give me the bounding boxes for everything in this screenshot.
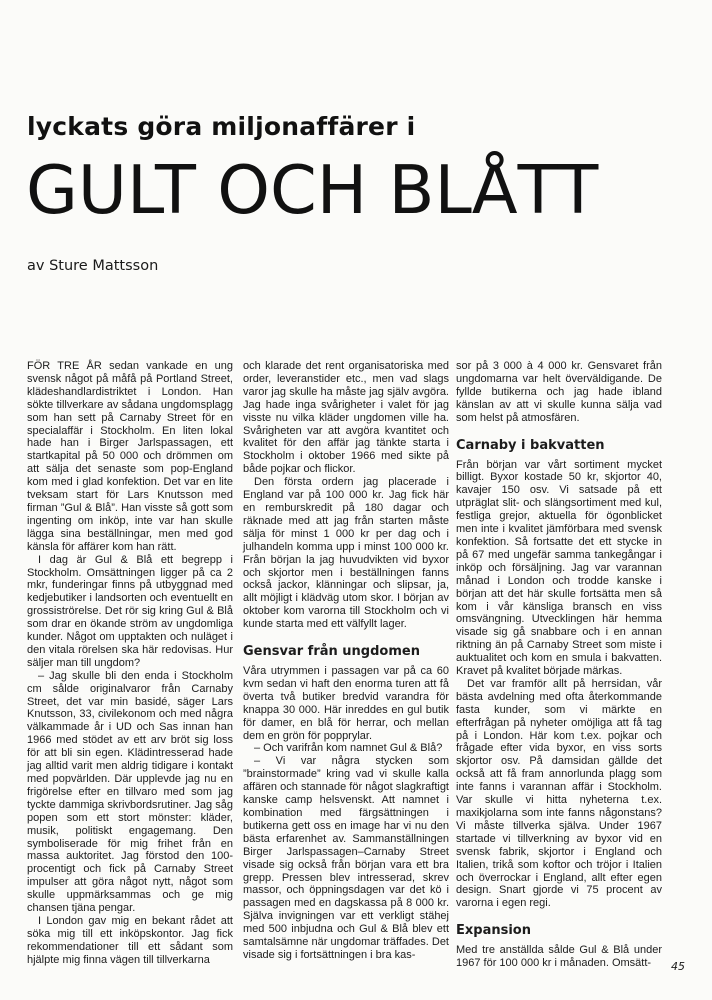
subheading-gensvar: Gensvar från ungdomen	[243, 644, 420, 660]
paragraph: – Vi var några stycken som ”brainstormade” kring vad vi skulle kalla affären och stannade för något slagkraftigt kanske camp helsvenskt. Att namnet i kombination med färgsättningen i butikerna gett oss en image har vi nu den bästa erfarenhet av. Sammanställningen Birger Jarlspassagen–Carnaby Street visade sig också från början vara ett bra grepp. Pressen blev intresserad, skrev massor, och öppningsdagen var det kö i passagen med en dagskassa på 8 000 kr. Själva invigningen var ett verkligt stähej med 500 inbjudna och Gul & Blå blev ett samtalsämne när ungdomar träffades. Det visade sig i fortsättningen i bra kas-	[243, 755, 449, 961]
paragraph: – Och varifrån kom namnet Gul & Blå?	[254, 742, 443, 755]
article-byline: av Sture Mattsson	[27, 258, 159, 274]
paragraph: och klarade det rent organisatoriska med order, leveranstider etc., men vad slags varor jag skulle ha måste jag själv avgöra. Jag hade inga svårigheter i valet för jag visste nu vilka kläder ungdomen ville ha. Svårigheten var att avgöra kvantitet och kvalitet för den affär jag tänkte starta i Stockholm i oktober 1966 med sikte på både pojkar och flickor.	[243, 360, 449, 476]
subheading-expansion: Expansion	[456, 923, 531, 939]
paragraph: Den första ordern jag placerade i England var på 100 000 kr. Jag fick här en remburskredit på 180 dagar och räknade med att jag från starten måste sälja för minst 1 000 kr per dag och i julhandeln komma upp i minst 100 000 kr. Från början la jag huvudvikten vid byxor och skjortor men i beställningen fanns också jackor, klänningar och slipsar, ja, allt möjligt i klädväg utom skor. I början av oktober kom varorna till Stockholm och vi kunde starta med ett välfyllt lager.	[243, 476, 449, 631]
page-number: 45	[671, 960, 685, 973]
article-column-2	[243, 360, 449, 962]
article-column-1	[27, 360, 233, 967]
article-column-3	[456, 360, 662, 970]
subheading-carnaby: Carnaby i bakvatten	[456, 437, 605, 453]
article-headline: GULT OCH BLÅTT	[26, 151, 599, 229]
paragraph: Våra utrymmen i passagen var på ca 60 kvm sedan vi haft den enorma turen att få överta två butiker bredvid varandra för knappa 30 000. Här inreddes en gul butik för damer, en blå för herrar, och mellan dem en grön för popprylar.	[243, 665, 449, 742]
paragraph: FÖR TRE ÅR sedan vankade en ung svensk något på måfå på Portland Street, klädeshandlardistriktet i London. Han sökte tillverkare av sådana ungdomsplagg som han sett på Carnaby Street för en specialaffär i Stockholm. En liten lokal hade han i Birger Jarlspassagen, ett startkapital på 50 000 och drömmen om att sälja det senaste som pop-England kom med i glad konfektion. Det var en lite tveksam start för Lars Knutsson med firman ”Gul & Blå”. Han visste så gott som ingenting om inköp, inte var han skulle lägga sina beställningar, men med god känsla för affärer kom han rätt.	[27, 360, 233, 553]
paragraph: – Jag skulle bli den enda i Stockholm cm sålde originalvaror från Carnaby Street, det var min basidé, säger Lars Knutsson, 33, civilekonom och med några välkammade år i UD och Sas innan han 1966 med stödet av ett arv bröt sig loss för att bli sin egen. Klädintresserad hade jag alltid varit men aldrig tidigare i kontakt med popvärlden. Där upplevde jag nu en frigörelse efter en tillvaro med som jag tyckte dammiga skrivbordsrutiner. Jag såg popen som ett stort mönster: kläder, musik, politiskt engagemang. Den symboliserade för mig frihet från en massa auktoritet. Jag förstod den 100-procentigt och fick på Carnaby Street impulser att göra något nytt, något som skulle uppmärksammas och ge mig chansen tjäna pengar.	[27, 669, 233, 915]
paragraph: Det var framför allt på herrsidan, vår bästa avdelning med ofta återkommande fasta kunder, som vi märkte en efterfrågan på nyheter omöjliga att få tag på i London. Här kom t.ex. pojkar och frågade efter vida byxor, en viss sorts skjortor osv. På damsidan gällde det också att få fram annorlunda plagg som inte fanns i varannan affär i Stockholm. Var skulle vi hitta nyheterna t.ex. maxikjolarna som inte fanns någonstans? Vi måste tillverka själva. Under 1967 startade vi tillverkning av byxor vid en svensk fabrik, skjortor i England och Italien, trikå som koftor och tröjor i Italien och överrockar i England, allt efter egen design. Snart gjorde vi 75 procent av varorna i egen regi.	[456, 677, 662, 910]
paragraph: sor på 3 000 à 4 000 kr. Gensvaret från ungdomarna var helt överväldigande. De fyllde butikerna och jag hade ibland känslan av att vi skulle kunna sälja vad som helst på atmosfären.	[456, 360, 662, 424]
paragraph: I dag är Gul & Blå ett begrepp i Stockholm. Omsättningen ligger på ca 2 mkr, funderingar finns på utbyggnad med kedjebutiker i landsorten och eventuellt en grossiströrelse. Det rör sig kring Gul & Blå som drar en ökande ström av ungdomliga kunder. Något om upptakten och nuläget i den vitala rörelsen ska här redovisas. Hur säljer man till ungdom?	[27, 553, 233, 669]
paragraph: Med tre anställda sålde Gul & Blå under 1967 för 100 000 kr i månaden. Omsätt-	[456, 944, 662, 970]
article-kicker: lyckats göra miljonaffärer i	[27, 112, 416, 141]
paragraph: Från början var vårt sortiment mycket billigt. Byxor kostade 50 kr, skjortor 40, kavajer 150 osv. Vi satsade på ett utpräglat slit- och slängsortiment med kul, festliga grejor, aktuella för ögonblicket men inte i kvalitet jämförbara med svensk konfektion. Så fortsatte det ett stycke in på 67 med ungefär samma tankegångar i inköp och försäljning. Jag var varannan månad i London och trodde kanske i början att det här skulle fortsätta men så kom i vår känsliga bransch en viss omsvängning. Utvecklingen här hemma visade sig gå snabbare och i en annan riktning än på Carnaby Street som miste i auktualitet och kom en smula i bakvatten. Kravet på kvalitet började märkas.	[456, 458, 662, 678]
paragraph: I London gav mig en bekant rådet att söka mig till ett inköpskontor. Jag fick rekommendationer till ett sådant som hjälpte mig finna vägen till tillverkarna	[27, 914, 233, 966]
